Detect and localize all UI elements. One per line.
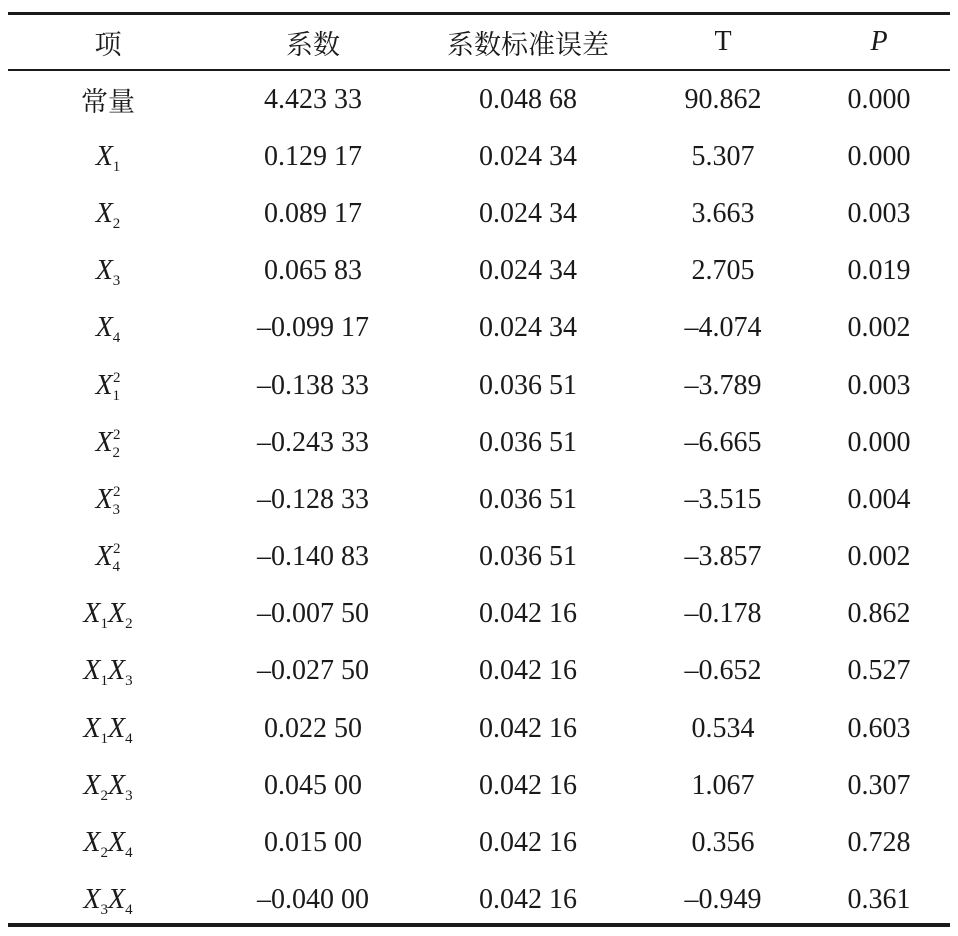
cell-p-value: 0.603 [847,712,911,744]
cell-t-value: –0.652 [684,655,762,687]
header-p-value: P [870,26,888,57]
cell-item [8,300,208,357]
header-t-value: T [714,26,732,57]
cell-item [8,471,208,528]
cell-item [8,128,208,185]
table-row [8,643,950,700]
header-row [8,15,950,69]
cell-coefficient: 0.015 00 [264,827,362,859]
cell-item: 常量 [81,87,135,119]
cell-item [8,185,208,242]
variable-term: $X_3$ [95,255,121,290]
cell-item [8,357,208,414]
table-row [8,872,950,929]
cell-standard-error: 0.036 51 [479,426,577,458]
cell-coefficient: 4.423 33 [264,83,362,115]
cell-coefficient: 0.045 00 [264,769,362,801]
cell-t-value: 2.705 [691,255,755,287]
cell-t-value: –0.178 [684,598,762,630]
table-row [8,700,950,757]
cell-t-value: –3.857 [684,541,762,573]
cell-t-value: –0.949 [684,884,762,916]
variable-term: $X_1$ [95,140,121,175]
table-row [8,357,950,414]
cell-p-value: 0.004 [847,483,911,515]
coefficient-table [8,15,950,929]
cell-p-value: 0.019 [847,255,911,287]
header-coefficient: 系数 [286,29,340,61]
cell-t-value: 0.356 [691,827,755,859]
header-standard-error: 系数标准误差 [447,29,609,61]
cell-t-value: 5.307 [691,140,755,172]
table-row [8,757,950,814]
table-row [8,69,950,128]
cell-item [8,643,208,700]
cell-t-value: 90.862 [684,83,762,115]
cell-item [8,414,208,471]
cell-p-value: 0.000 [847,83,911,115]
cell-item [8,700,208,757]
cell-item [8,814,208,871]
variable-term: $X_3X_4$ [83,884,133,919]
variable-term: $X_2X_4$ [83,827,133,862]
cell-item [8,757,208,814]
cell-standard-error: 0.024 34 [479,312,577,344]
header-item: 项 [94,29,122,61]
cell-coefficient: –0.140 83 [257,541,369,573]
variable-term: $X_2X_3$ [83,769,133,804]
cell-coefficient: –0.138 33 [257,369,369,401]
cell-t-value: 0.534 [691,712,755,744]
cell-p-value: 0.002 [847,312,911,344]
table-row [8,300,950,357]
table-body [8,69,950,929]
variable-term: $X_4^2$ [95,541,121,576]
cell-p-value: 0.002 [847,541,911,573]
table-row [8,529,950,586]
cell-p-value: 0.728 [847,827,911,859]
cell-standard-error: 0.024 34 [479,255,577,287]
cell-standard-error: 0.024 34 [479,197,577,229]
cell-standard-error: 0.024 34 [479,140,577,172]
variable-term: $X_1X_4$ [83,712,133,747]
variable-term: $X_2^2$ [95,426,121,461]
cell-coefficient: 0.129 17 [264,140,362,172]
cell-item [8,243,208,300]
cell-t-value: –3.515 [684,483,762,515]
variable-term: $X_3^2$ [95,483,121,518]
cell-item [8,586,208,643]
cell-p-value: 0.307 [847,769,911,801]
cell-p-value: 0.000 [847,426,911,458]
variable-term: $X_2$ [95,197,121,232]
cell-coefficient: –0.099 17 [257,312,369,344]
cell-coefficient: –0.040 00 [257,884,369,916]
variable-term: $X_4$ [95,312,121,347]
cell-standard-error: 0.042 16 [479,598,577,630]
cell-coefficient: 0.022 50 [264,712,362,744]
table-row [8,243,950,300]
cell-t-value: 1.067 [691,769,755,801]
cell-t-value: –4.074 [684,312,762,344]
table-row [8,185,950,242]
cell-t-value: –6.665 [684,426,762,458]
table-row [8,414,950,471]
cell-p-value: 0.003 [847,197,911,229]
cell-standard-error: 0.036 51 [479,541,577,573]
cell-p-value: 0.862 [847,598,911,630]
table-row [8,586,950,643]
cell-coefficient: –0.243 33 [257,426,369,458]
cell-coefficient: 0.089 17 [264,197,362,229]
cell-standard-error: 0.036 51 [479,483,577,515]
table-row [8,471,950,528]
table-row [8,814,950,871]
cell-coefficient: –0.027 50 [257,655,369,687]
cell-standard-error: 0.048 68 [479,83,577,115]
cell-standard-error: 0.042 16 [479,655,577,687]
cell-standard-error: 0.042 16 [479,827,577,859]
cell-coefficient: –0.007 50 [257,598,369,630]
table-row [8,128,950,185]
cell-t-value: 3.663 [691,197,755,229]
cell-item [8,529,208,586]
variable-term: $X_1X_3$ [83,655,133,690]
cell-item [8,872,208,929]
cell-p-value: 0.003 [847,369,911,401]
cell-coefficient: –0.128 33 [257,483,369,515]
variable-term: $X_1^2$ [95,369,121,404]
cell-standard-error: 0.042 16 [479,712,577,744]
cell-coefficient: 0.065 83 [264,255,362,287]
cell-t-value: –3.789 [684,369,762,401]
cell-p-value: 0.361 [847,884,911,916]
variable-term: $X_1X_2$ [83,598,133,633]
cell-p-value: 0.527 [847,655,911,687]
cell-standard-error: 0.036 51 [479,369,577,401]
cell-p-value: 0.000 [847,140,911,172]
cell-standard-error: 0.042 16 [479,769,577,801]
cell-standard-error: 0.042 16 [479,884,577,916]
